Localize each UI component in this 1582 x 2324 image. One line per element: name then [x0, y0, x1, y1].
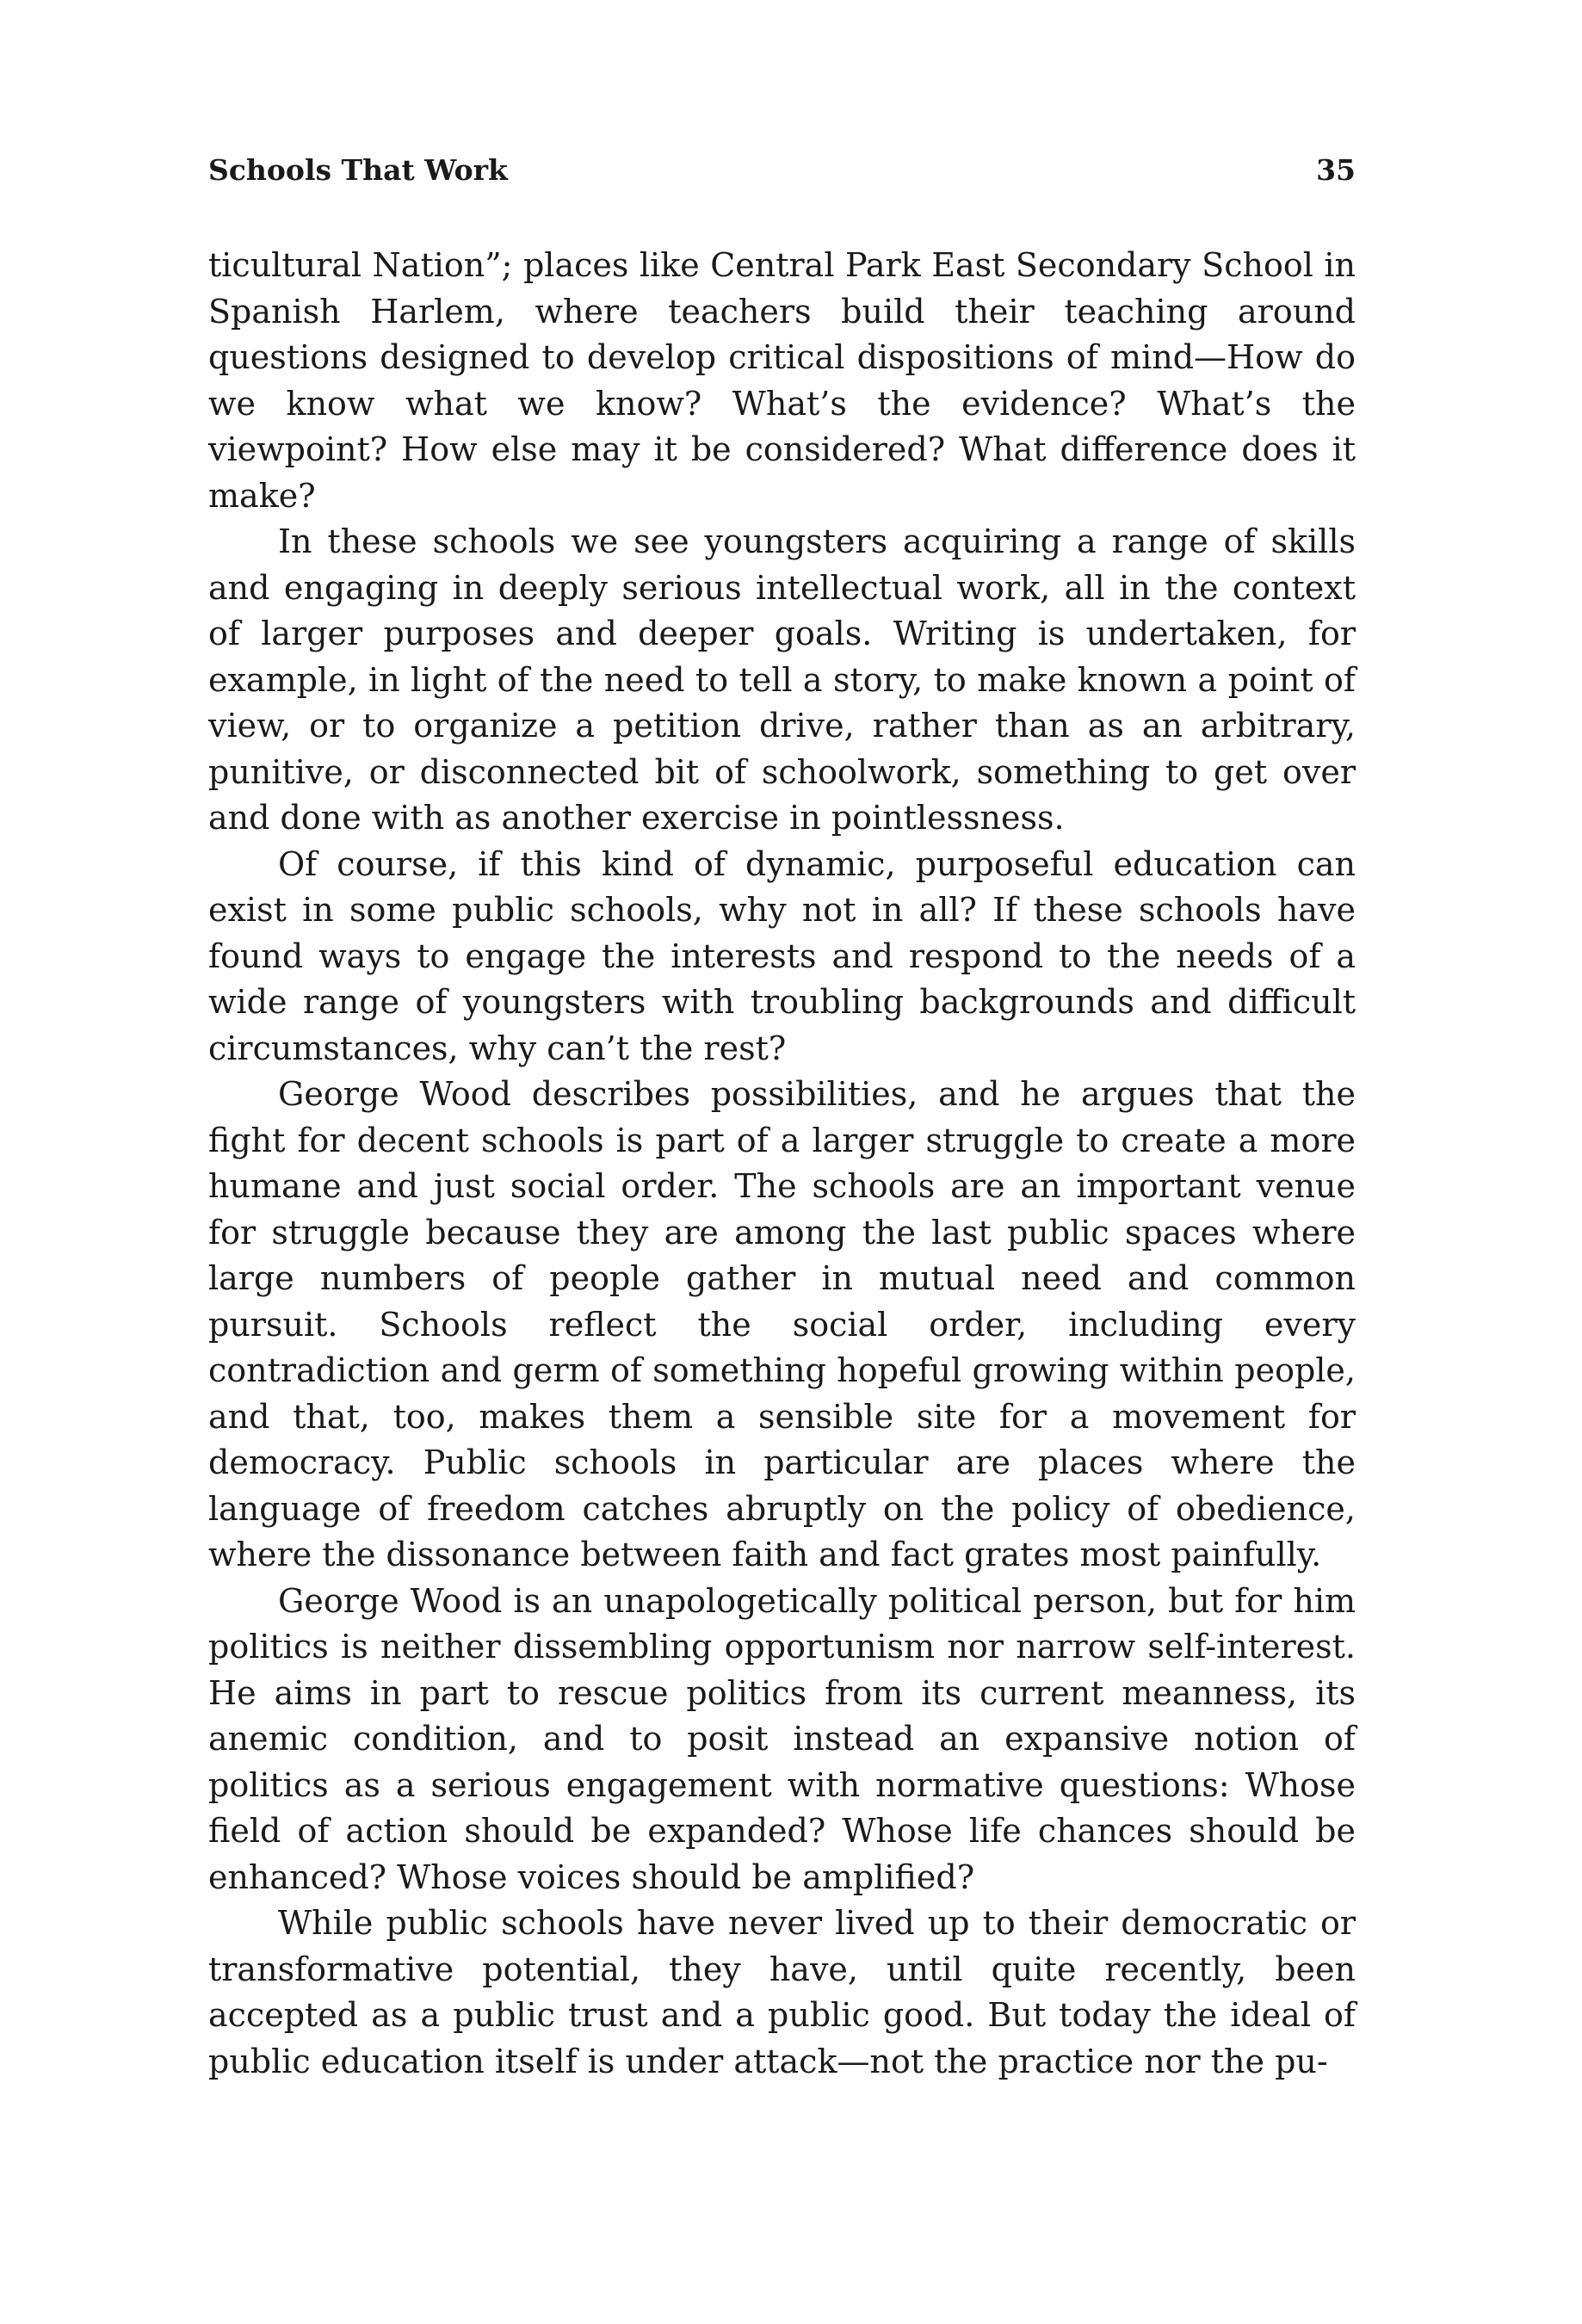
page-number: 35	[1316, 153, 1356, 187]
running-header	[208, 153, 1356, 196]
body-text	[208, 243, 1356, 2085]
paragraph: While public schools have never lived up to their democratic or transformative potential, they have, until quite recently, been accepted as a public trust and a public good. But today the ideal of public education itself is under attack—not the practice nor the pu-	[208, 1904, 1356, 2080]
paragraph-continuation: ticultural Nation”; places like Central Park East Secondary School in Spanish Harlem, where teachers build their teaching around questions designed to develop critical dispositions of mind—How do we know what we know? What’s the evidence? What’s the viewpoint? How else may it be considered? What difference does it make?	[208, 246, 1356, 515]
paragraph: George Wood describes possibilities, and he argues that the fight for decent schools is part of a larger struggle to create a more humane and just social order. The schools are an important venue for struggle because they are among the last public spaces where large numbers of people gather in mutual need and common pursuit. Schools reflect the social order, including every contradiction and germ of something hopeful growing within people, and that, too, makes them a sensible site for a movement for democracy. Public schools in particular are places where the language of freedom catches abruptly on the policy of obedience, where the dissonance between faith and fact grates most painfully.	[208, 1075, 1356, 1573]
paragraph: Of course, if this kind of dynamic, purposeful education can exist in some public schools, why not in all? If these schools have found ways to engage the interests and respond to the needs of a wide range of youngsters with troubling backgrounds and difficult circumstances, why can’t the rest?	[208, 844, 1356, 1067]
paragraph: George Wood is an unapologetically political person, but for him politics is neither dissembling opportunism nor narrow self-interest. He aims in part to rescue politics from its current meanness, its anemic condition, and to posit instead an expansive notion of politics as a serious engagement with normative questions: Whose field of action should be expanded? Whose life chances should be enhanced? Whose voices should be amplified?	[208, 1581, 1356, 1896]
paragraph: In these schools we see youngsters acquiring a range of skills and engaging in deeply serious intellectual work, all in the context of larger purposes and deeper goals. Writing is undertaken, for example, in light of the need to tell a story, to make known a point of view, or to organize a petition drive, rather than as an arbitrary, punitive, or disconnected bit of schoolwork, something to get over and done with as another exercise in pointlessness.	[208, 522, 1356, 837]
running-title: Schools That Work	[208, 153, 508, 187]
